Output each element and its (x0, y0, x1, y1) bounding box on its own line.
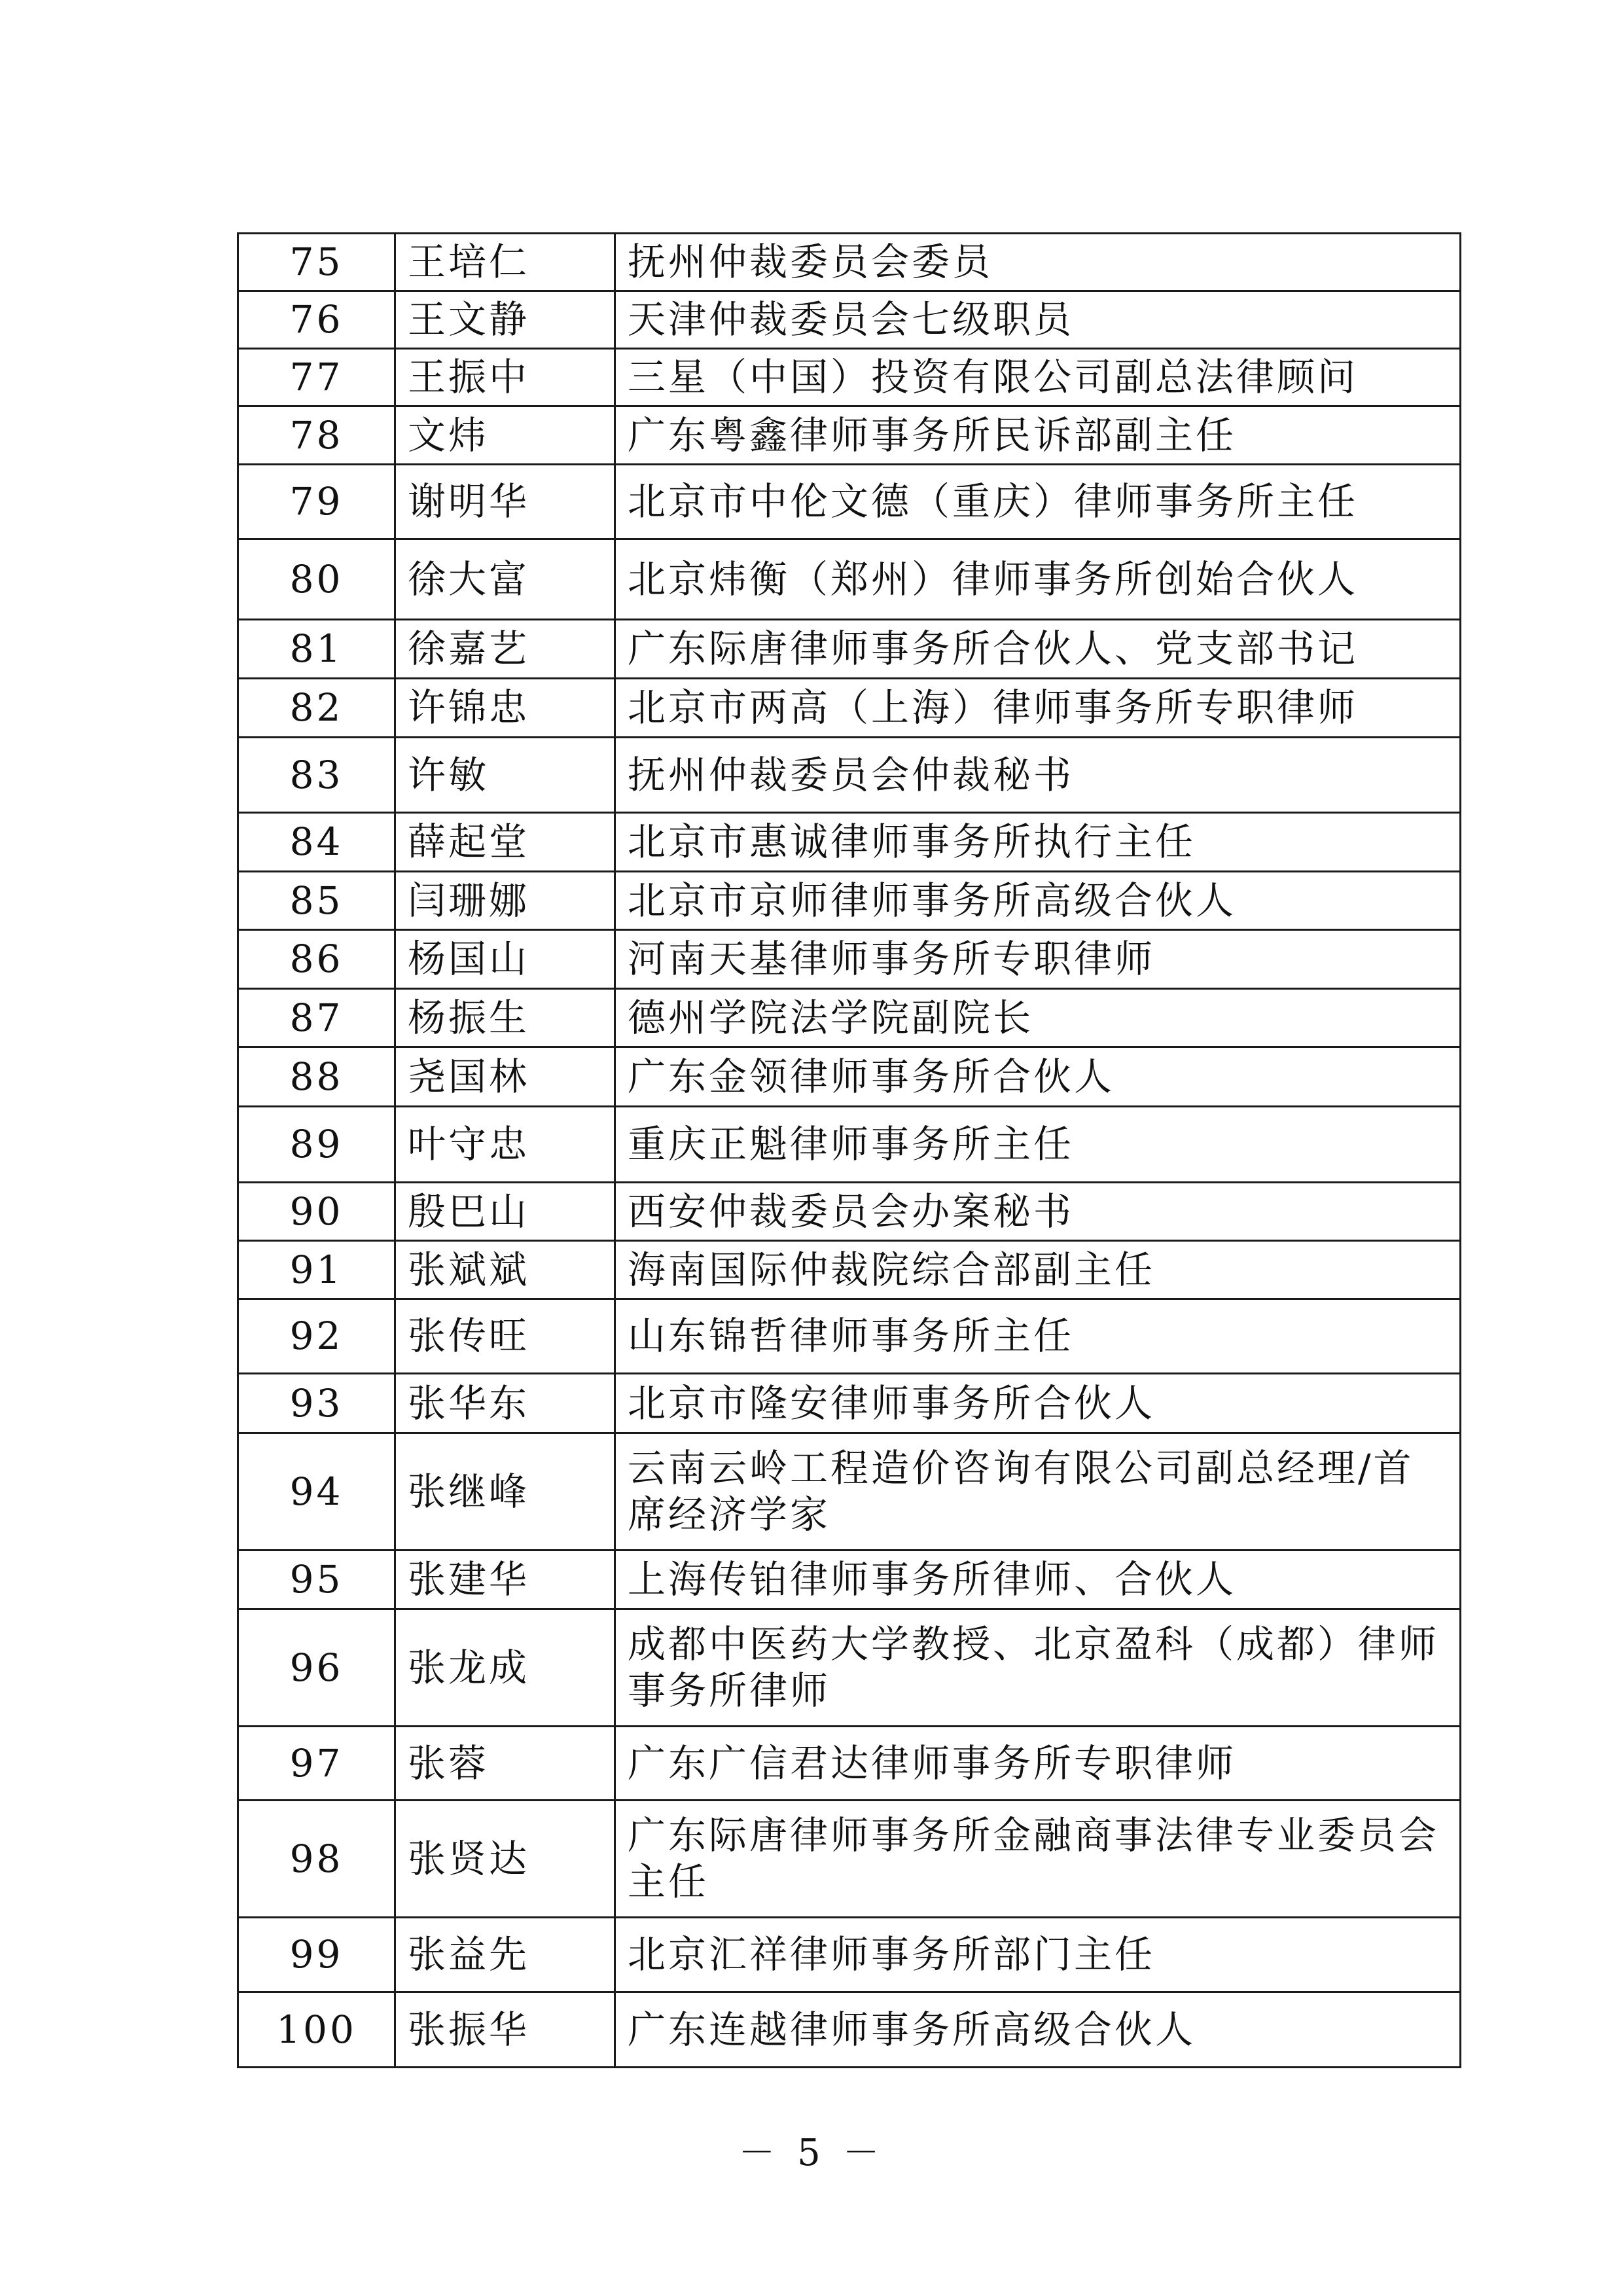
row-number: 83 (238, 738, 395, 813)
row-number: 86 (238, 930, 395, 989)
member-organization: 河南天基律师事务所专职律师 (615, 930, 1461, 989)
row-number: 78 (238, 406, 395, 465)
row-number: 90 (238, 1183, 395, 1241)
table-row (238, 291, 1461, 349)
member-organization: 天津仲裁委员会七级职员 (615, 291, 1461, 349)
table-row (238, 349, 1461, 406)
table-row (238, 1609, 1461, 1727)
table-row (238, 1299, 1461, 1374)
member-organization: 海南国际仲裁院综合部副主任 (615, 1241, 1461, 1299)
member-name: 徐大富 (395, 539, 615, 620)
member-name: 王培仁 (395, 234, 615, 291)
table-row (238, 620, 1461, 679)
table-row (238, 1551, 1461, 1609)
member-organization: 三星（中国）投资有限公司副总法律顾问 (615, 349, 1461, 406)
table-row (238, 1918, 1461, 1992)
member-organization: 上海传铂律师事务所律师、合伙人 (615, 1551, 1461, 1609)
row-number: 75 (238, 234, 395, 291)
member-organization: 山东锦哲律师事务所主任 (615, 1299, 1461, 1374)
table-row (238, 872, 1461, 930)
member-name: 薛起堂 (395, 813, 615, 872)
table-row (238, 1183, 1461, 1241)
table-row (238, 930, 1461, 989)
member-name: 杨国山 (395, 930, 615, 989)
table-row (238, 989, 1461, 1047)
member-organization: 德州学院法学院副院长 (615, 989, 1461, 1047)
row-number: 87 (238, 989, 395, 1047)
member-name: 谢明华 (395, 465, 615, 539)
member-name: 张华东 (395, 1374, 615, 1433)
row-number: 84 (238, 813, 395, 872)
member-name: 徐嘉艺 (395, 620, 615, 679)
member-organization: 北京汇祥律师事务所部门主任 (615, 1918, 1461, 1992)
member-organization: 云南云岭工程造价咨询有限公司副总经理/首席经济学家 (615, 1433, 1461, 1551)
row-number: 80 (238, 539, 395, 620)
table-row (238, 1047, 1461, 1107)
member-organization: 北京市京师律师事务所高级合伙人 (615, 872, 1461, 930)
member-organization: 广东广信君达律师事务所专职律师 (615, 1727, 1461, 1801)
member-name: 殷巴山 (395, 1183, 615, 1241)
table-row (238, 465, 1461, 539)
row-number: 99 (238, 1918, 395, 1992)
row-number: 97 (238, 1727, 395, 1801)
table-row (238, 1433, 1461, 1551)
table-row (238, 539, 1461, 620)
table-row (238, 1801, 1461, 1918)
row-number: 81 (238, 620, 395, 679)
member-name: 杨振生 (395, 989, 615, 1047)
row-number: 98 (238, 1801, 395, 1918)
page-number: － 5 － (738, 2132, 885, 2174)
table-row (238, 738, 1461, 813)
row-number: 89 (238, 1107, 395, 1183)
member-name: 文炜 (395, 406, 615, 465)
member-name: 张蓉 (395, 1727, 615, 1801)
table-row (238, 679, 1461, 738)
member-name: 张斌斌 (395, 1241, 615, 1299)
member-name: 张贤达 (395, 1801, 615, 1918)
member-name: 叶守忠 (395, 1107, 615, 1183)
table-row (238, 1107, 1461, 1183)
table-row (238, 1374, 1461, 1433)
row-number: 82 (238, 679, 395, 738)
member-name: 张传旺 (395, 1299, 615, 1374)
roster-table (237, 232, 1461, 2068)
member-name: 张龙成 (395, 1609, 615, 1727)
row-number: 95 (238, 1551, 395, 1609)
member-organization: 北京市隆安律师事务所合伙人 (615, 1374, 1461, 1433)
member-name: 闫珊娜 (395, 872, 615, 930)
table-row (238, 1992, 1461, 2068)
member-name: 王振中 (395, 349, 615, 406)
member-organization: 广东连越律师事务所高级合伙人 (615, 1992, 1461, 2068)
table-row (238, 1727, 1461, 1801)
member-organization: 重庆正魁律师事务所主任 (615, 1107, 1461, 1183)
member-name: 张益先 (395, 1918, 615, 1992)
table-row (238, 813, 1461, 872)
member-name: 许锦忠 (395, 679, 615, 738)
member-organization: 北京炜衡（郑州）律师事务所创始合伙人 (615, 539, 1461, 620)
member-name: 张振华 (395, 1992, 615, 2068)
member-name: 张继峰 (395, 1433, 615, 1551)
table-row (238, 406, 1461, 465)
row-number: 88 (238, 1047, 395, 1107)
member-name: 尧国林 (395, 1047, 615, 1107)
row-number: 93 (238, 1374, 395, 1433)
member-name: 许敏 (395, 738, 615, 813)
member-organization: 广东际唐律师事务所合伙人、党支部书记 (615, 620, 1461, 679)
row-number: 96 (238, 1609, 395, 1727)
member-organization: 北京市惠诚律师事务所执行主任 (615, 813, 1461, 872)
member-organization: 北京市两高（上海）律师事务所专职律师 (615, 679, 1461, 738)
row-number: 91 (238, 1241, 395, 1299)
table-row (238, 234, 1461, 291)
member-name: 王文静 (395, 291, 615, 349)
row-number: 77 (238, 349, 395, 406)
roster-body (238, 234, 1461, 2068)
member-organization: 抚州仲裁委员会委员 (615, 234, 1461, 291)
row-number: 85 (238, 872, 395, 930)
member-organization: 广东粤鑫律师事务所民诉部副主任 (615, 406, 1461, 465)
member-name: 张建华 (395, 1551, 615, 1609)
row-number: 76 (238, 291, 395, 349)
member-organization: 北京市中伦文德（重庆）律师事务所主任 (615, 465, 1461, 539)
member-organization: 广东际唐律师事务所金融商事法律专业委员会主任 (615, 1801, 1461, 1918)
member-organization: 广东金领律师事务所合伙人 (615, 1047, 1461, 1107)
row-number: 92 (238, 1299, 395, 1374)
member-organization: 成都中医药大学教授、北京盈科（成都）律师事务所律师 (615, 1609, 1461, 1727)
member-organization: 西安仲裁委员会办案秘书 (615, 1183, 1461, 1241)
member-organization: 抚州仲裁委员会仲裁秘书 (615, 738, 1461, 813)
row-number: 79 (238, 465, 395, 539)
row-number: 94 (238, 1433, 395, 1551)
table-row (238, 1241, 1461, 1299)
row-number: 100 (238, 1992, 395, 2068)
